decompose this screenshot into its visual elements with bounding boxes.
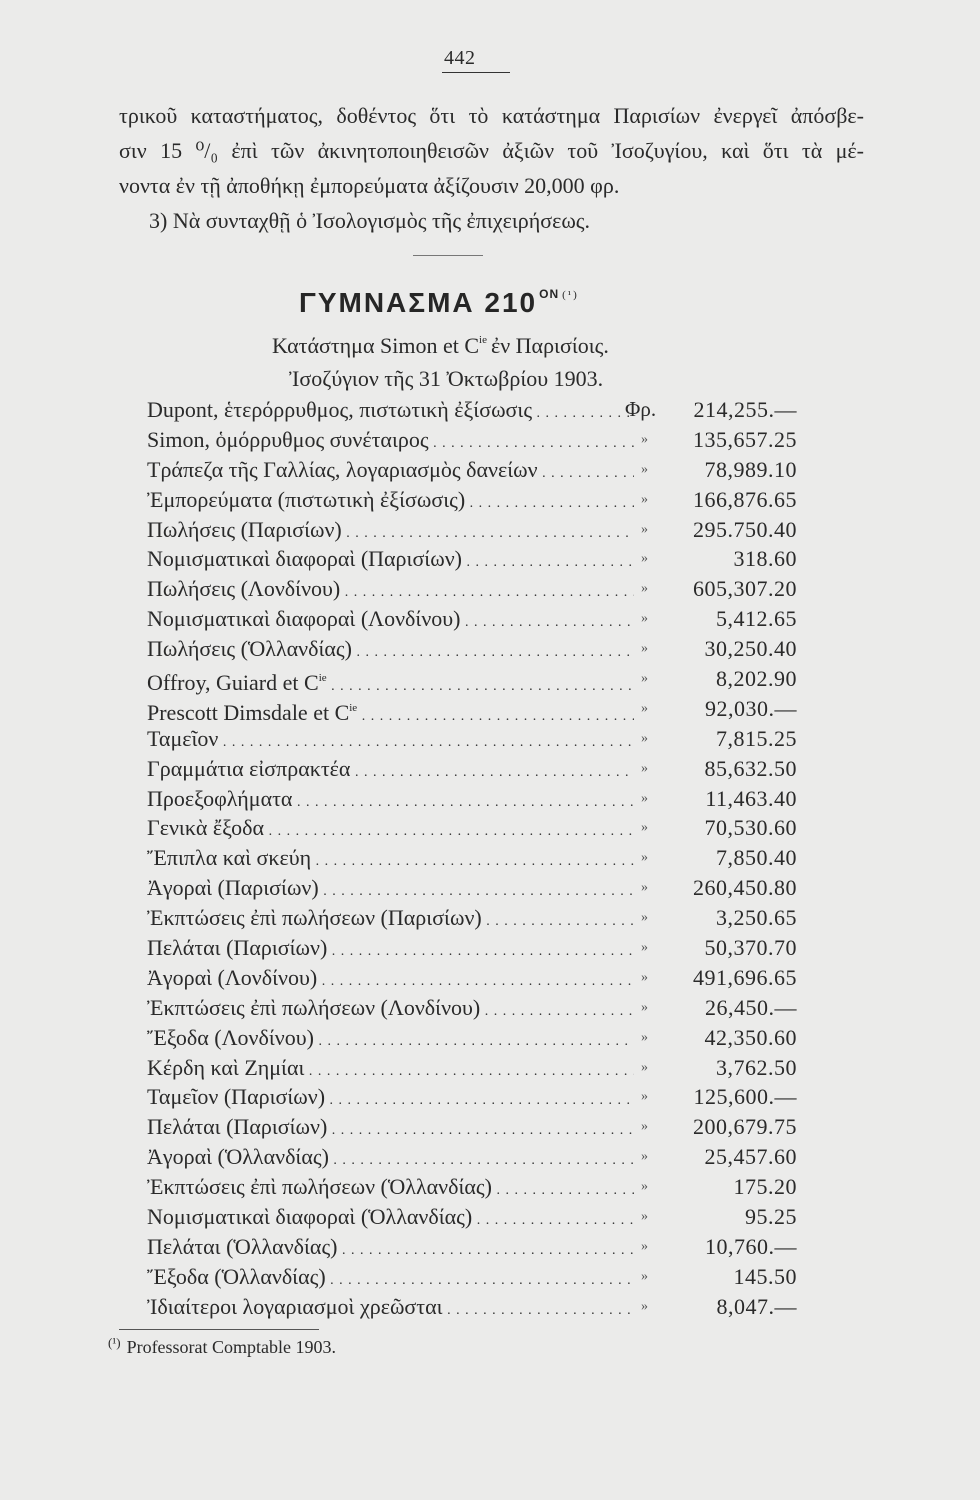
account-label: [147, 485, 634, 519]
account-label: [147, 634, 634, 668]
account-name: Πωλήσεις (Παρισίων): [147, 516, 342, 542]
account-label: [147, 873, 634, 907]
account-label: [147, 903, 634, 937]
amount-value: 50,370.70: [704, 935, 797, 961]
company-location: ἐν Παρισίοις.: [490, 333, 609, 358]
ledger-row: [147, 425, 797, 455]
account-label: [147, 1142, 634, 1176]
ledger-row: [147, 784, 797, 814]
footnote-mark: (¹): [108, 1335, 121, 1350]
account-name: Κέρδη καὶ Ζημίαι: [147, 1054, 305, 1080]
company-subtitle: [272, 333, 609, 359]
account-name: Τράπεζα τῆς Γαλλίας, λογαριασμὸς δανείων: [147, 456, 538, 482]
ledger-row: [147, 485, 797, 515]
amount-value: 200,679.75: [693, 1114, 797, 1140]
footnote-text: Professorat Comptable 1903.: [126, 1337, 337, 1357]
amount-value: 26,450.—: [705, 994, 797, 1020]
account-name: Ἔξοδα (Λονδίνου): [147, 1024, 314, 1050]
amount-value: 78,989.10: [704, 456, 797, 482]
company-name: Κατάστημα Simon et C: [272, 333, 480, 358]
account-name: Ἀγοραὶ (Λονδίνου): [147, 964, 318, 990]
currency-marker: »: [641, 1089, 648, 1105]
currency-marker: »: [641, 999, 648, 1015]
page-number: 442: [444, 47, 476, 69]
account-label: [147, 843, 634, 877]
footnote: [108, 1335, 336, 1358]
account-label: [147, 963, 634, 997]
currency-marker: »: [641, 491, 648, 507]
account-name: Νομισματικαὶ διαφοραὶ (Παρισίων): [147, 546, 462, 572]
account-name: Νομισματικαὶ διαφοραὶ (Ὁλλανδίας): [147, 1204, 473, 1230]
amount-value: 70,530.60: [704, 815, 797, 841]
ledger-row: [147, 1112, 797, 1142]
ledger-row: [147, 1053, 797, 1083]
footnote-rule: [119, 1329, 319, 1330]
currency-marker: »: [641, 850, 648, 866]
currency-marker: »: [641, 1209, 648, 1225]
amount-value: 605,307.20: [693, 576, 797, 602]
ledger-row: [147, 933, 797, 963]
amount-value: 491,696.65: [693, 964, 797, 990]
account-label: [147, 425, 634, 459]
account-name: Ἔπιπλα καὶ σκεύη: [147, 845, 312, 871]
account-name: Γραμμάτια εἰσπρακτέα: [147, 755, 351, 781]
account-label: [147, 515, 634, 549]
account-label: [147, 544, 634, 578]
currency-marker: »: [641, 730, 648, 746]
amount-value: 7,850.40: [716, 845, 797, 871]
amount-value: 85,632.50: [704, 755, 797, 781]
account-name-superscript: ie: [349, 701, 358, 714]
amount-value: 5,412.65: [716, 606, 797, 632]
ledger-row: [147, 843, 797, 873]
account-label: [147, 1262, 634, 1296]
exercise-title: ΓΥΜΝΑΣΜΑ 210: [299, 287, 538, 318]
ledger-row: [147, 873, 797, 903]
account-label: [147, 604, 634, 638]
currency-marker: »: [641, 1238, 648, 1254]
currency-marker: »: [641, 1029, 648, 1045]
ledger-row: [147, 1172, 797, 1202]
page-number-rule: [442, 72, 510, 73]
currency-marker: »: [641, 790, 648, 806]
ledger-row: [147, 1232, 797, 1262]
ledger-row: [147, 993, 797, 1023]
account-name: Πωλήσεις (Λονδίνου): [147, 576, 341, 602]
amount-value: 260,450.80: [693, 875, 797, 901]
amount-value: 11,463.40: [705, 785, 797, 811]
ledger-row: [147, 544, 797, 574]
account-name-superscript: ie: [318, 672, 327, 685]
account-label: [147, 395, 634, 429]
amount-value: 318.60: [733, 546, 797, 572]
amount-value: 166,876.65: [693, 486, 797, 512]
currency-marker: »: [641, 969, 648, 985]
ledger-row: [147, 694, 797, 724]
ledger-row: [147, 1202, 797, 1232]
trial-balance-list: [147, 395, 797, 1322]
currency-marker: »: [641, 521, 648, 537]
account-label: [147, 1053, 634, 1087]
amount-value: 30,250.40: [704, 636, 797, 662]
balance-date: Ἰσοζύγιον τῆς 31 Ὀκτωβρίου 1903.: [289, 366, 604, 391]
amount-value: 7,815.25: [716, 725, 797, 751]
currency-marker: »: [641, 760, 648, 776]
currency-marker: »: [641, 431, 648, 447]
account-name: Dupont, ἑτερόρρυθμος, πιστωτικὴ ἐξίσωσις: [147, 397, 533, 422]
ledger-row: [147, 634, 797, 664]
amount-value: 125,600.—: [693, 1084, 797, 1110]
intro-line: 3) Νὰ συνταχθῇ ὁ Ἰσολογισμὸς τῆς ἐπιχειρήσεως.: [149, 208, 591, 233]
currency-marker: »: [641, 671, 648, 687]
ledger-row: [147, 574, 797, 604]
account-label: [147, 933, 634, 967]
section-separator: [413, 255, 483, 256]
currency-marker: »: [641, 940, 648, 956]
currency-marker: »: [641, 551, 648, 567]
amount-value: 295.750.40: [693, 516, 797, 542]
currency-marker: »: [641, 910, 648, 926]
ledger-row: [147, 604, 797, 634]
account-name: Ἐμπορεύματα (πιστωτικὴ ἐξίσωσις): [147, 486, 466, 512]
ledger-row: [147, 754, 797, 784]
account-label: [147, 1232, 634, 1266]
account-name: Ἐκπτώσεις ἐπὶ πωλήσεων (Λονδίνου): [147, 994, 481, 1020]
ledger-row: [147, 1262, 797, 1292]
intro-line: σιν 15 ⁰/₀ ἐπὶ τῶν ἀκινητοποιηθεισῶν ἀξιῶν τοῦ Ἰσοζυγίου, καὶ ὅτι τὰ μέ-: [119, 138, 864, 163]
account-name: Πελάται (Παρισίων): [147, 1114, 328, 1140]
account-name: Ἀγοραὶ (Παρισίων): [147, 875, 319, 901]
amount-value: 214,255.—: [693, 397, 797, 422]
account-label: [147, 784, 634, 818]
amount-value: 10,760.—: [705, 1233, 797, 1259]
currency-marker: »: [641, 611, 648, 627]
account-name: Ἀγοραὶ (Ὁλλανδίας): [147, 1144, 329, 1170]
account-name: Ταμεῖον: [147, 725, 219, 751]
ledger-row: [147, 455, 797, 485]
amount-value: 92,030.—: [705, 695, 797, 721]
account-name: Πελάται (Παρισίων): [147, 935, 328, 961]
account-label: [147, 724, 634, 758]
account-name: Offroy, Guiard et C: [147, 670, 319, 696]
intro-paragraph: [119, 98, 864, 238]
account-name: Ἐκπτώσεις ἐπὶ πωλήσεων (Παρισίων): [147, 905, 482, 931]
amount-value: 145.50: [733, 1263, 797, 1289]
account-name: Πωλήσεις (Ὁλλανδίας): [147, 636, 352, 662]
ledger-row: [147, 515, 797, 545]
currency-marker: »: [641, 1179, 648, 1195]
amount-value: 25,457.60: [704, 1144, 797, 1170]
ledger-row: [147, 664, 797, 694]
ledger-row: [147, 395, 797, 425]
currency-marker: »: [641, 880, 648, 896]
account-label: [147, 1292, 634, 1326]
ledger-row: [147, 963, 797, 993]
currency-marker: »: [641, 820, 648, 836]
currency-marker: »: [641, 641, 648, 657]
account-name: Ἰδιαίτεροι λογαριασμοὶ χρεῶσται: [147, 1293, 443, 1319]
amount-value: 8,047.—: [716, 1293, 797, 1319]
account-label: [147, 574, 634, 608]
account-name: Πελάται (Ὁλλανδίας): [147, 1233, 338, 1259]
ledger-row: [147, 1023, 797, 1053]
footnote-reference: (¹): [562, 289, 579, 301]
account-name: Ἐκπτώσεις ἐπὶ πωλήσεων (Ὁλλανδίας): [147, 1174, 492, 1200]
account-label: [147, 1112, 634, 1146]
intro-line: τρικοῦ καταστήματος, δοθέντος ὅτι τὸ κατάστημα Παρισίων ἐνεργεῖ ἀπόσβε-: [119, 103, 864, 128]
ledger-row: [147, 903, 797, 933]
account-name: Prescott Dimsdale et C: [147, 699, 350, 725]
exercise-title-superscript: ΟΝ: [539, 287, 560, 301]
account-name: Ἔξοδα (Ὁλλανδίας): [147, 1263, 326, 1289]
exercise-heading: [299, 287, 579, 319]
currency-marker: »: [641, 581, 648, 597]
currency-marker: »: [641, 1149, 648, 1165]
account-name: Νομισματικαὶ διαφοραὶ (Λονδίνου): [147, 606, 461, 632]
currency-marker: »: [641, 1119, 648, 1135]
currency-marker: »: [641, 1268, 648, 1284]
amount-value: 135,657.25: [693, 426, 797, 452]
account-label: [147, 1172, 634, 1206]
account-label: [147, 1082, 634, 1116]
amount-value: 3,762.50: [716, 1054, 797, 1080]
currency-marker: »: [641, 1059, 648, 1075]
amount-value: 95.25: [745, 1204, 797, 1230]
account-label: [147, 754, 634, 788]
currency-marker: Φρ.: [625, 397, 657, 421]
amount-value: 42,350.60: [704, 1024, 797, 1050]
ledger-row: [147, 1292, 797, 1322]
amount-value: 8,202.90: [716, 666, 797, 692]
ledger-row: [147, 1082, 797, 1112]
ledger-row: [147, 724, 797, 754]
account-name: Γενικὰ ἔξοδα: [147, 815, 265, 841]
intro-line: νοντα ἐν τῇ ἀποθήκῃ ἐμπορεύματα ἀξίζουσιν 20,000 φρ.: [119, 173, 620, 198]
account-name: Προεξοφλήματα: [147, 785, 293, 811]
amount-value: 3,250.65: [716, 905, 797, 931]
account-name: Ταμεῖον (Παρισίων): [147, 1084, 326, 1110]
currency-marker: »: [641, 461, 648, 477]
ledger-row: [147, 1142, 797, 1172]
currency-marker: »: [641, 1298, 648, 1314]
amount-value: 175.20: [733, 1174, 797, 1200]
account-label: [147, 1202, 634, 1236]
company-superscript: ie: [479, 334, 487, 346]
account-label: [147, 1023, 634, 1057]
account-name: Simon, ὁμόρρυθμος συνέταιρος: [147, 426, 429, 452]
ledger-row: [147, 813, 797, 843]
account-label: [147, 993, 634, 1027]
currency-marker: »: [641, 700, 648, 716]
account-label: [147, 813, 634, 847]
account-label: [147, 455, 634, 489]
